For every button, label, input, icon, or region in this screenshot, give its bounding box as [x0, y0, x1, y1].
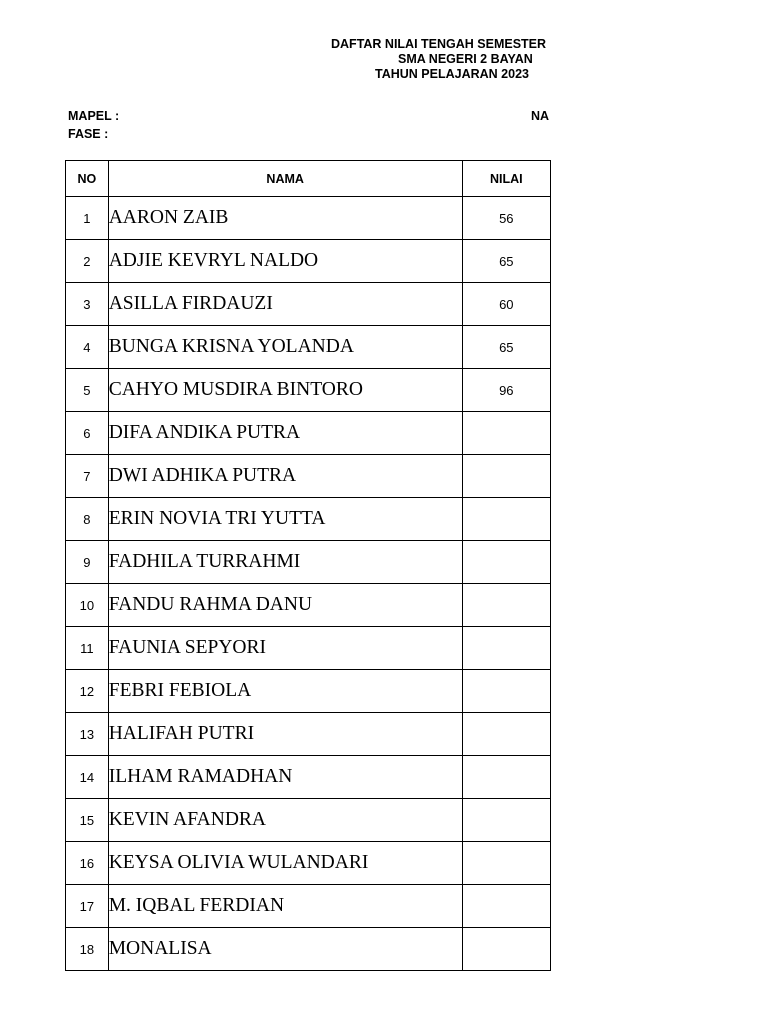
cell-nilai: [462, 756, 550, 799]
table-header-row: [66, 161, 551, 197]
cell-nama: FEBRI FEBIOLA: [108, 670, 462, 713]
cell-nilai: [462, 670, 550, 713]
cell-nilai: [462, 799, 550, 842]
cell-nilai: [462, 713, 550, 756]
cell-no: 13: [66, 713, 109, 756]
doc-title: DAFTAR NILAI TENGAH SEMESTER: [331, 37, 547, 51]
table-row: [66, 326, 551, 369]
table-row: [66, 799, 551, 842]
cell-nama: CAHYO MUSDIRA BINTORO: [108, 369, 462, 412]
cell-nilai: [462, 928, 550, 971]
cell-no: 5: [66, 369, 109, 412]
table-row: [66, 584, 551, 627]
table-row: [66, 885, 551, 928]
column-header-nilai: NILAI: [462, 161, 550, 197]
cell-no: 15: [66, 799, 109, 842]
cell-nilai: [462, 412, 550, 455]
cell-no: 8: [66, 498, 109, 541]
cell-nama: KEYSA OLIVIA WULANDARI: [108, 842, 462, 885]
table-row: [66, 240, 551, 283]
cell-nama: ERIN NOVIA TRI YUTTA: [108, 498, 462, 541]
cell-no: 9: [66, 541, 109, 584]
table-row: [66, 627, 551, 670]
cell-no: 3: [66, 283, 109, 326]
cell-nilai: 96: [462, 369, 550, 412]
na-label: NA: [531, 109, 550, 123]
table-row: [66, 541, 551, 584]
column-header-no: NO: [66, 161, 109, 197]
cell-nilai: 65: [462, 326, 550, 369]
cell-nama: ASILLA FIRDAUZI: [108, 283, 462, 326]
cell-nama: AARON ZAIB: [108, 197, 462, 240]
cell-nilai: [462, 455, 550, 498]
cell-no: 6: [66, 412, 109, 455]
cell-nama: DWI ADHIKA PUTRA: [108, 455, 462, 498]
table-row: [66, 455, 551, 498]
cell-no: 4: [66, 326, 109, 369]
cell-no: 14: [66, 756, 109, 799]
cell-nama: DIFA ANDIKA PUTRA: [108, 412, 462, 455]
table-row: [66, 197, 551, 240]
cell-nilai: [462, 842, 550, 885]
table-row: [66, 412, 551, 455]
cell-nilai: [462, 885, 550, 928]
academic-year: TAHUN PELAJARAN 2023: [375, 67, 529, 81]
table-row: [66, 928, 551, 971]
table-row: [66, 756, 551, 799]
table-row: [66, 713, 551, 756]
table-row: [66, 369, 551, 412]
cell-no: 10: [66, 584, 109, 627]
mapel-label: MAPEL :: [68, 109, 120, 123]
school-name: SMA NEGERI 2 BAYAN: [398, 52, 533, 66]
cell-nama: BUNGA KRISNA YOLANDA: [108, 326, 462, 369]
cell-nama: FAUNIA SEPYORI: [108, 627, 462, 670]
cell-no: 7: [66, 455, 109, 498]
cell-nilai: 65: [462, 240, 550, 283]
cell-nama: KEVIN AFANDRA: [108, 799, 462, 842]
cell-nilai: [462, 498, 550, 541]
cell-nilai: [462, 627, 550, 670]
cell-nama: FADHILA TURRAHMI: [108, 541, 462, 584]
cell-no: 18: [66, 928, 109, 971]
grades-table: [65, 160, 551, 971]
cell-nama: FANDU RAHMA DANU: [108, 584, 462, 627]
cell-nama: HALIFAH PUTRI: [108, 713, 462, 756]
cell-no: 17: [66, 885, 109, 928]
cell-no: 2: [66, 240, 109, 283]
cell-nama: ILHAM RAMADHAN: [108, 756, 462, 799]
cell-nama: M. IQBAL FERDIAN: [108, 885, 462, 928]
cell-nilai: 56: [462, 197, 550, 240]
cell-nilai: [462, 584, 550, 627]
table-row: [66, 670, 551, 713]
table-row: [66, 283, 551, 326]
cell-nama: MONALISA: [108, 928, 462, 971]
table-row: [66, 498, 551, 541]
fase-label: FASE :: [68, 127, 109, 141]
cell-no: 16: [66, 842, 109, 885]
cell-nilai: [462, 541, 550, 584]
cell-no: 1: [66, 197, 109, 240]
cell-nama: ADJIE KEVRYL NALDO: [108, 240, 462, 283]
table-row: [66, 842, 551, 885]
cell-nilai: 60: [462, 283, 550, 326]
cell-no: 11: [66, 627, 109, 670]
table-body: [66, 197, 551, 971]
cell-no: 12: [66, 670, 109, 713]
column-header-nama: NAMA: [108, 161, 462, 197]
